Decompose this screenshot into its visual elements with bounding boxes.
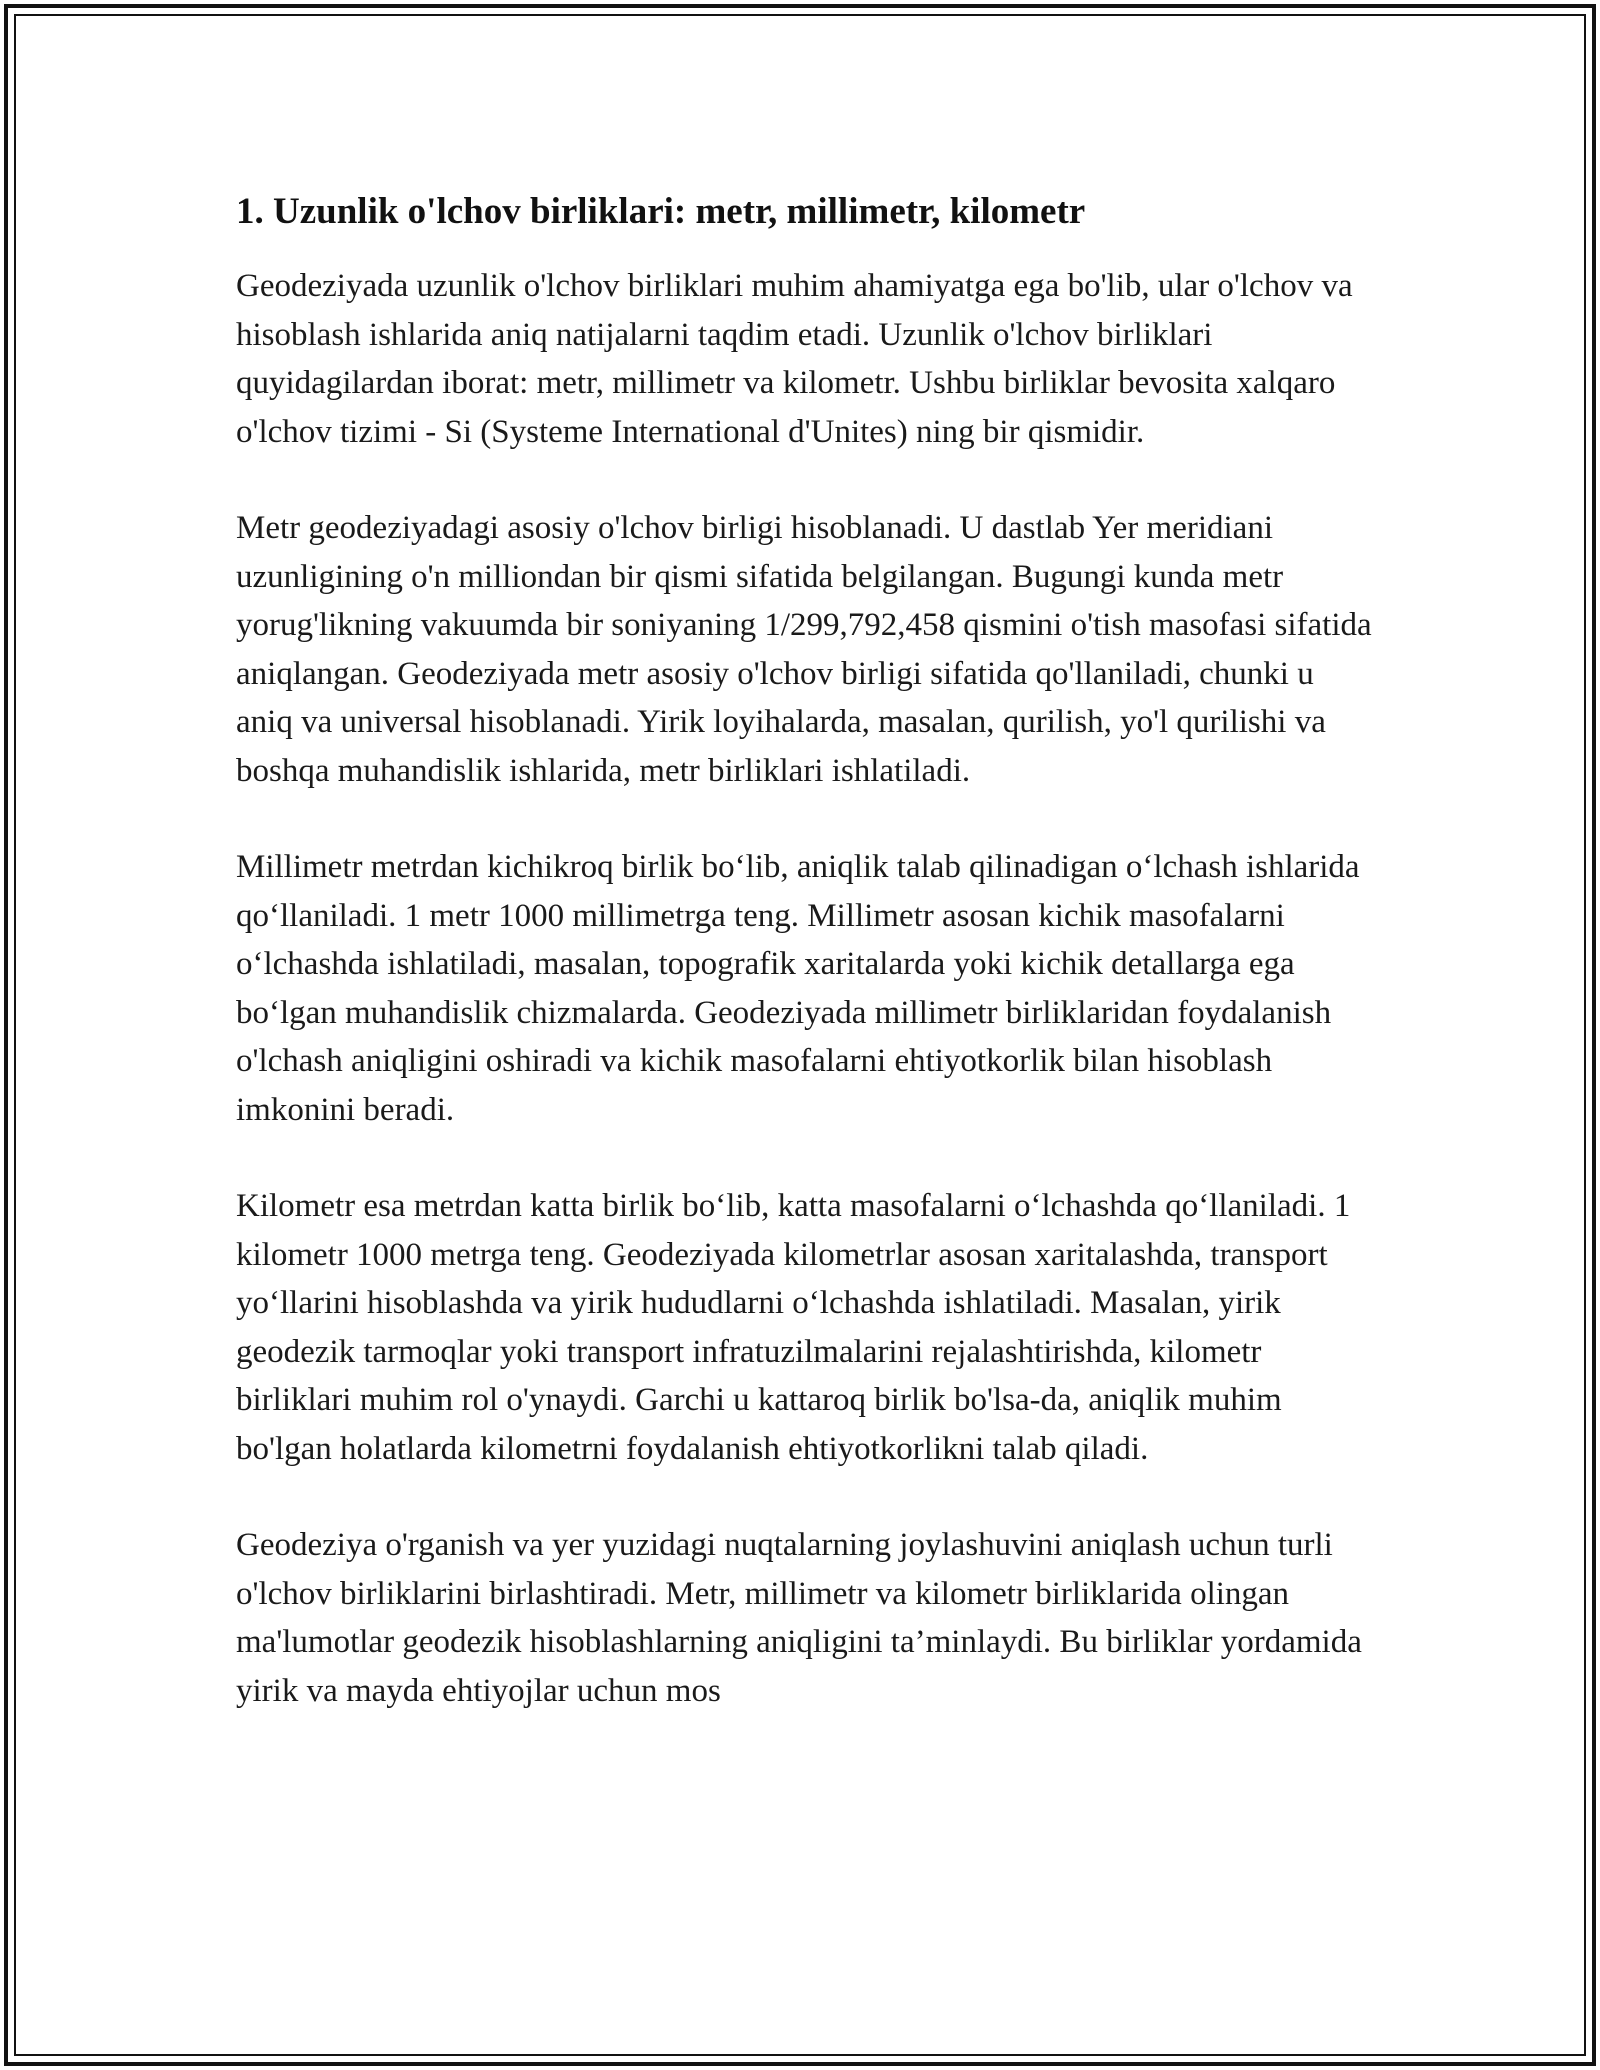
paragraph-intro: Geodeziyada uzunlik o'lchov birliklari muhim ahamiyatga ega bo'lib, ular o'lchov va hisoblash ishlarida aniq natijalarni taqdim etadi. Uzunlik o'lchov birliklari quyidagilardan iborat: metr, millimetr va kilometr. Ushbu birliklar bevosita xalqaro o'lchov tizimi - Si (Systeme International d'Unites) ning bir qismidir. xyxy=(236,268,1353,450)
paragraph-metr: Metr geodeziyadagi asosiy o'lchov birligi hisoblanadi. U dastlab Yer meridiani uzunligining o'n milliondan bir qismi sifatida belgilangan. Bugungi kunda metr yorug'likning vakuumda bir soniyaning 1/299,792,458 qismini o'tish masofasi sifatida aniqlangan. Geodeziyada metr asosiy o'lchov birligi sifatida qo'llaniladi, chunki u aniq va universal hisoblanadi. Yirik loyihalarda, masalan, qurilish, yo'l qurilishi va boshqa muhandislik ishlarida, metr birliklari ishlatiladi. xyxy=(236,510,1372,789)
section-title: 1. Uzunlik o'lchov birliklari: metr, millimetr, kilometr xyxy=(236,191,1086,232)
paragraph-conclusion: Geodeziya o'rganish va yer yuzidagi nuqtalarning joylashuvini aniqlash uchun turli o'lchov birliklarini birlashtiradi. Metr, millimetr va kilometr birliklarida olingan ma'lumotlar geodezik hisoblashlarning aniqligini ta’minlaydi. Bu birliklar yordamida yirik va mayda ehtiyojlar uchun mos xyxy=(236,1527,1362,1709)
paragraph-kilometr: Kilometr esa metrdan katta birlik bo‘lib, katta masofalarni o‘lchashda qo‘llaniladi. 1 kilometr 1000 metrga teng. Geodeziyada kilometrlar asosan xaritalashda, transport yo‘llarini hisoblashda va yirik hududlarni o‘lchashda ishlatiladi. Masalan, yirik geodezik tarmoqlar yoki transport infratuzilmalarini rejalashtirishda, kilometr birliklari muhim rol o'ynaydi. Garchi u kattaroq birlik bo'lsa-da, aniqlik muhim bo'lgan holatlarda kilometrni foydalanish ehtiyotkorlikni talab qiladi. xyxy=(236,1188,1351,1467)
paragraph-millimetr: Millimetr metrdan kichikroq birlik bo‘lib, aniqlik talab qilinadigan o‘lchash ishlarida qo‘llaniladi. 1 metr 1000 millimetrga teng. Millimetr asosan kichik masofalarni o‘lchashda ishlatiladi, masalan, topografik xaritalarda yoki kichik detallarga ega bo‘lgan muhandislik chizmalarda. Geodeziyada millimetr birliklaridan foydalanish o'lchash aniqligini oshiradi va kichik masofalarni ehtiyotkorlik bilan hisoblash imkonini beradi. xyxy=(236,849,1360,1128)
document-body xyxy=(236,186,1376,1763)
